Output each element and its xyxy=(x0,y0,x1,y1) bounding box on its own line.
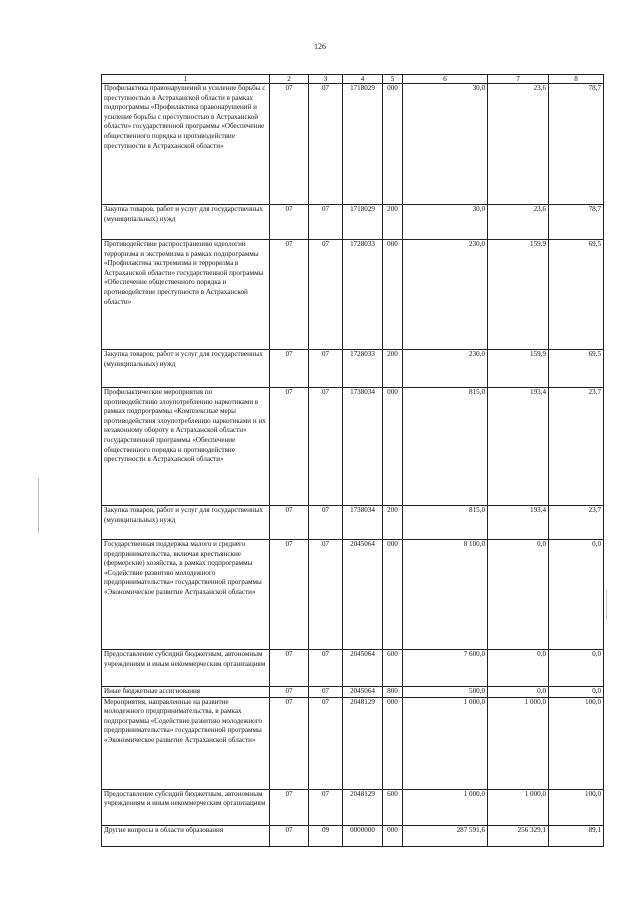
row-subsection: 07 xyxy=(309,205,343,240)
row-section: 07 xyxy=(270,350,309,388)
row-expense-type: 200 xyxy=(383,205,403,240)
row-section: 07 xyxy=(270,825,309,846)
row-expense-type: 000 xyxy=(383,388,403,506)
column-header-8: 8 xyxy=(549,75,604,84)
row-percent: 0,0 xyxy=(549,687,604,698)
row-planned: 230,0 xyxy=(403,240,488,350)
row-subsection: 07 xyxy=(309,506,343,540)
row-section: 07 xyxy=(270,687,309,698)
row-target-code: 2045064 xyxy=(343,650,383,687)
row-expense-type: 000 xyxy=(383,540,403,650)
row-percent: 0,0 xyxy=(549,540,604,650)
row-executed: 256 329,1 xyxy=(488,825,549,846)
row-percent: 0,0 xyxy=(549,650,604,687)
row-planned: 7 600,0 xyxy=(403,650,488,687)
row-name: Мероприятия, направленные на развитие молодежного предпринимательства, в рамках подпрограммы «Содействие развитию молодежного предпринимательства» государственной программы «Экономическое развитие Астраханской области» xyxy=(102,697,270,789)
row-subsection: 09 xyxy=(309,825,343,846)
row-expense-type: 000 xyxy=(383,84,403,205)
row-name: Предоставление субсидий бюджетным, автономным учреждениям и иным некоммерческим организациям xyxy=(102,650,270,687)
row-planned: 230,0 xyxy=(403,350,488,388)
row-executed: 159,9 xyxy=(488,240,549,350)
row-planned: 30,0 xyxy=(403,84,488,205)
row-planned: 500,0 xyxy=(403,687,488,698)
row-target-code: 2048129 xyxy=(343,789,383,825)
row-section: 07 xyxy=(270,697,309,789)
row-executed: 1 000,0 xyxy=(488,789,549,825)
table-row xyxy=(102,205,604,240)
table-row xyxy=(102,687,604,698)
row-executed: 0,0 xyxy=(488,650,549,687)
row-subsection: 07 xyxy=(309,789,343,825)
row-section: 07 xyxy=(270,240,309,350)
row-percent: 100,0 xyxy=(549,789,604,825)
row-planned: 287 591,6 xyxy=(403,825,488,846)
row-executed: 159,9 xyxy=(488,350,549,388)
row-percent: 89,1 xyxy=(549,825,604,846)
row-subsection: 07 xyxy=(309,650,343,687)
row-section: 07 xyxy=(270,84,309,205)
row-name: Противодействие распространению идеологии терроризма и экстремизма в рамках подпрограммы «Профилактика экстремизма и терроризма в Астраханской области» государственной программы «Обеспечение общественного порядка и противодействие преступности в Астраханской области» xyxy=(102,240,270,350)
row-planned: 1 000,0 xyxy=(403,697,488,789)
table-row xyxy=(102,240,604,350)
row-planned: 815,0 xyxy=(403,506,488,540)
row-expense-type: 800 xyxy=(383,687,403,698)
column-header-3: 3 xyxy=(309,75,343,84)
row-name: Профилактические мероприятия по противодействию злоупотреблению наркотиками в рамках подпрограммы «Комплексные меры противодействия злоупотреблению наркотиками и их незаконному обороту в Астраханской области» государственной программы «Обеспечение общественного порядка и противодействие преступности в Астраханской области» xyxy=(102,388,270,506)
row-subsection: 07 xyxy=(309,697,343,789)
row-subsection: 07 xyxy=(309,84,343,205)
row-target-code: 1718029 xyxy=(343,205,383,240)
row-expense-type: 200 xyxy=(383,506,403,540)
row-expense-type: 000 xyxy=(383,697,403,789)
row-expense-type: 200 xyxy=(383,350,403,388)
row-executed: 193,4 xyxy=(488,506,549,540)
row-subsection: 07 xyxy=(309,687,343,698)
row-planned: 30,0 xyxy=(403,205,488,240)
row-target-code: 2045064 xyxy=(343,540,383,650)
row-expense-type: 600 xyxy=(383,789,403,825)
table-row xyxy=(102,650,604,687)
row-name: Закупка товаров, работ и услуг для государственных (муниципальных) нужд xyxy=(102,350,270,388)
row-name: Другие вопросы в области образования xyxy=(102,825,270,846)
row-executed: 1 000,0 xyxy=(488,697,549,789)
row-percent: 23,7 xyxy=(549,388,604,506)
column-number-header-row xyxy=(102,75,604,84)
row-percent: 78,7 xyxy=(549,205,604,240)
table-row xyxy=(102,84,604,205)
table-row xyxy=(102,540,604,650)
column-header-5: 5 xyxy=(383,75,403,84)
row-name: Закупка товаров, работ и услуг для государственных (муниципальных) нужд xyxy=(102,506,270,540)
table-row xyxy=(102,506,604,540)
row-section: 07 xyxy=(270,650,309,687)
row-percent: 23,7 xyxy=(549,506,604,540)
row-section: 07 xyxy=(270,388,309,506)
row-percent: 78,7 xyxy=(549,84,604,205)
row-planned: 1 000,0 xyxy=(403,789,488,825)
column-header-6: 6 xyxy=(403,75,488,84)
row-target-code: 1738034 xyxy=(343,388,383,506)
row-subsection: 07 xyxy=(309,240,343,350)
row-target-code: 2048129 xyxy=(343,697,383,789)
page-number: 126 xyxy=(314,42,326,51)
row-target-code: 0000000 xyxy=(343,825,383,846)
row-section: 07 xyxy=(270,540,309,650)
row-expense-type: 000 xyxy=(383,825,403,846)
row-expense-type: 000 xyxy=(383,240,403,350)
row-executed: 0,0 xyxy=(488,687,549,698)
table-row xyxy=(102,388,604,506)
row-target-code: 1728033 xyxy=(343,350,383,388)
row-executed: 0,0 xyxy=(488,540,549,650)
row-name: Государственная поддержка малого и среднего предпринимательства, включая крестьянские (фермерские) хозяйства, в рамках подпрограммы «Содействие развитию молодежного предпринимательства» государственной программы «Экономическое развитие Астраханской области» xyxy=(102,540,270,650)
budget-table xyxy=(101,74,604,847)
row-executed: 23,6 xyxy=(488,205,549,240)
column-header-7: 7 xyxy=(488,75,549,84)
row-target-code: 1738034 xyxy=(343,506,383,540)
row-executed: 23,6 xyxy=(488,84,549,205)
row-name: Предоставление субсидий бюджетным, автономным учреждениям и иным некоммерческим организациям xyxy=(102,789,270,825)
row-name: Иные бюджетные ассигнования xyxy=(102,687,270,698)
row-planned: 8 100,0 xyxy=(403,540,488,650)
row-subsection: 07 xyxy=(309,388,343,506)
row-executed: 193,4 xyxy=(488,388,549,506)
table-row xyxy=(102,697,604,789)
column-header-4: 4 xyxy=(343,75,383,84)
row-percent: 69,5 xyxy=(549,350,604,388)
column-header-2: 2 xyxy=(270,75,309,84)
scan-artifact-line xyxy=(38,478,39,533)
row-name: Закупка товаров, работ и услуг для государственных (муниципальных) нужд xyxy=(102,205,270,240)
row-subsection: 07 xyxy=(309,350,343,388)
row-section: 07 xyxy=(270,506,309,540)
table-row xyxy=(102,789,604,825)
row-section: 07 xyxy=(270,789,309,825)
row-target-code: 1718029 xyxy=(343,84,383,205)
column-header-1: 1 xyxy=(102,75,270,84)
row-name: Профилактика правонарушений и усиление борьбы с преступностью в Астраханской области в рамках подпрограммы «Профилактика правонарушений и усиление борьбы с преступностью в Астраханской области» государственной программы «Обеспечение общественного порядка и противодействие преступности в Астраханской области» xyxy=(102,84,270,205)
row-percent: 100,0 xyxy=(549,697,604,789)
row-subsection: 07 xyxy=(309,540,343,650)
row-planned: 815,0 xyxy=(403,388,488,506)
row-target-code: 1728033 xyxy=(343,240,383,350)
row-section: 07 xyxy=(270,205,309,240)
scan-artifact-line xyxy=(606,590,607,620)
row-expense-type: 600 xyxy=(383,650,403,687)
row-percent: 69,5 xyxy=(549,240,604,350)
table-row xyxy=(102,350,604,388)
table-row xyxy=(102,825,604,846)
row-target-code: 2045064 xyxy=(343,687,383,698)
